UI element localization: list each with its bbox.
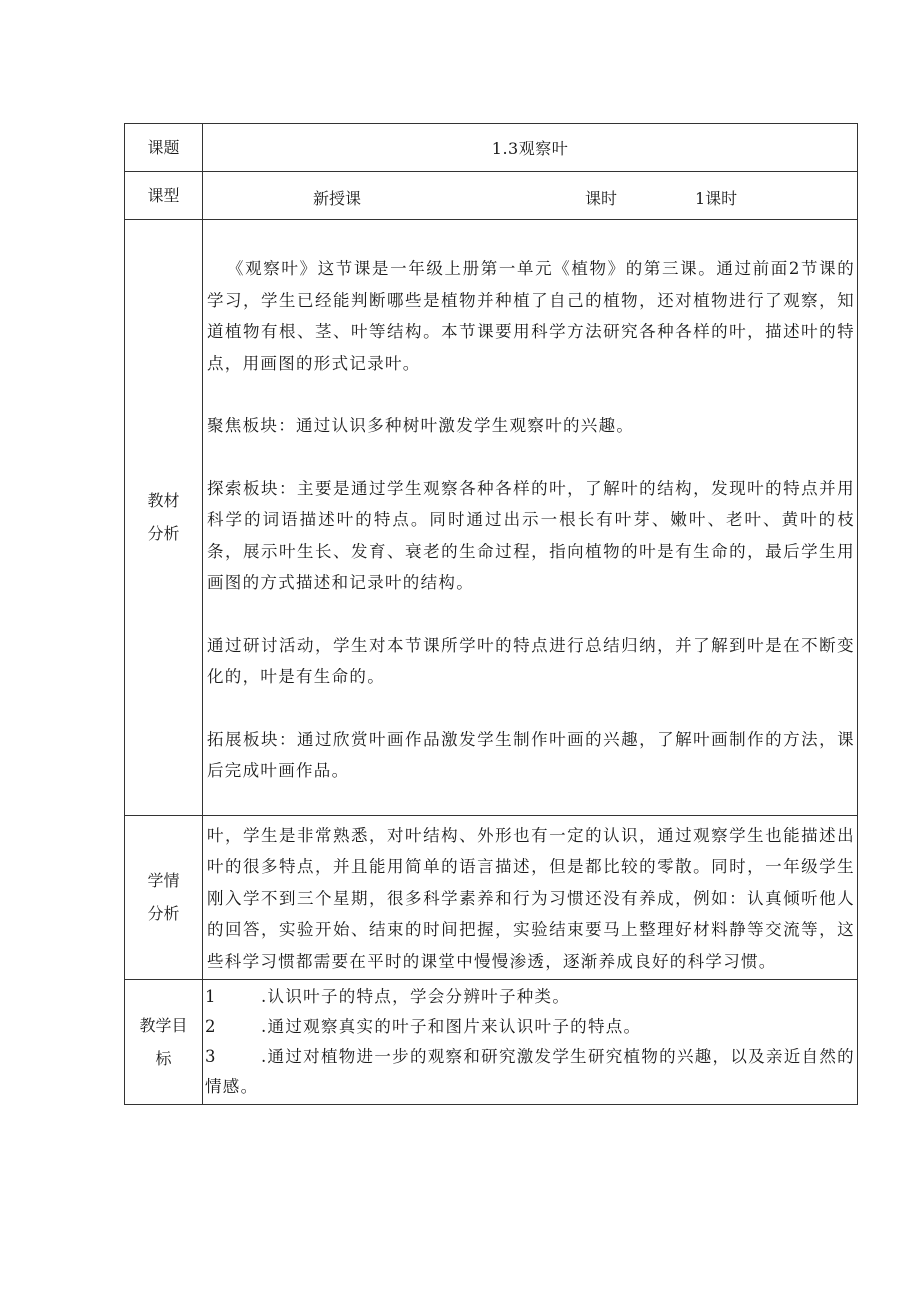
topic-value: 1.3观察叶	[203, 124, 858, 172]
goal-text: .认识叶子的特点，学会分辨叶子种类。	[261, 987, 571, 1006]
goal-item	[203, 1042, 857, 1102]
student-analysis-label: 学情 分析	[125, 815, 203, 980]
goal-number: 2	[205, 1017, 217, 1036]
goal-text: .通过对植物进一步的观察和研究激发学生研究植物的兴趣，以及亲近自然的情感。	[205, 1047, 855, 1096]
hours-label: 课时	[585, 189, 618, 208]
material-paragraph-intro: 《观察叶》这节课是一年级上册第一单元《植物》的第三课。通过前面2节课的学习，学生已经能判断哪些是植物并种植了自己的植物，还对植物进行了观察，知道植物有根、茎、叶等结构。本节课要用科学方法研究各种各样的叶，描述叶的特点，用画图的形式记录叶。	[207, 259, 855, 373]
material-analysis-content	[203, 220, 858, 816]
teaching-goals-label: 教学目 标	[125, 980, 203, 1105]
goal-item	[203, 982, 857, 1012]
material-analysis-row	[125, 220, 858, 816]
hours-value: 1课时	[695, 189, 738, 208]
material-paragraph-explore: 探索板块：主要是通过学生观察各种各样的叶，了解叶的结构，发现叶的特点并用科学的词语描述叶的特点。同时通过出示一根长有叶芽、嫩叶、老叶、黄叶的枝条，展示叶生长、发育、衰老的生命过程，指向植物的叶是有生命的，最后学生用画图的方式描述和记录叶的结构。	[207, 478, 855, 592]
lesson-plan-table	[124, 123, 858, 1105]
goal-text: .通过观察真实的叶子和图片来认识叶子的特点。	[261, 1017, 642, 1036]
type-cell	[203, 172, 858, 220]
goal-number: 1	[205, 987, 217, 1006]
student-analysis-content	[203, 815, 858, 980]
material-analysis-label: 教材 分析	[125, 220, 203, 816]
topic-row	[125, 124, 858, 172]
goal-item	[203, 1012, 857, 1042]
type-row	[125, 172, 858, 220]
student-analysis-text: 叶，学生是非常熟悉，对叶结构、外形也有一定的认识，通过观察学生也能描述出叶的很多特点，并且能用简单的语言描述，但是都比较的零散。同时，一年级学生刚入学不到三个星期，很多科学素养和行为习惯还没有养成，例如：认真倾听他人的回答，实验开始、结束的时间把握，实验结束要马上整理好材料静等交流等，这些科学习惯都需要在平时的课堂中慢慢渗透，逐渐养成良好的科学习惯。	[207, 825, 855, 971]
lesson-plan-sheet	[124, 123, 855, 1105]
type-label: 课型	[125, 172, 203, 220]
teaching-goals-row	[125, 980, 858, 1105]
type-value: 新授课	[313, 189, 362, 208]
material-paragraph-focus: 聚焦板块：通过认识多种树叶激发学生观察叶的兴趣。	[207, 416, 635, 435]
topic-label: 课题	[125, 124, 203, 172]
teaching-goals-content	[203, 980, 858, 1105]
material-paragraph-discuss: 通过研讨活动，学生对本节课所学叶的特点进行总结归纳，并了解到叶是在不断变化的，叶是有生命的。	[207, 635, 855, 686]
goal-number: 3	[205, 1047, 217, 1066]
student-analysis-row	[125, 815, 858, 980]
material-paragraph-extend: 拓展板块：通过欣赏叶画作品激发学生制作叶画的兴趣，了解叶画制作的方法，课后完成叶画作品。	[207, 729, 855, 780]
